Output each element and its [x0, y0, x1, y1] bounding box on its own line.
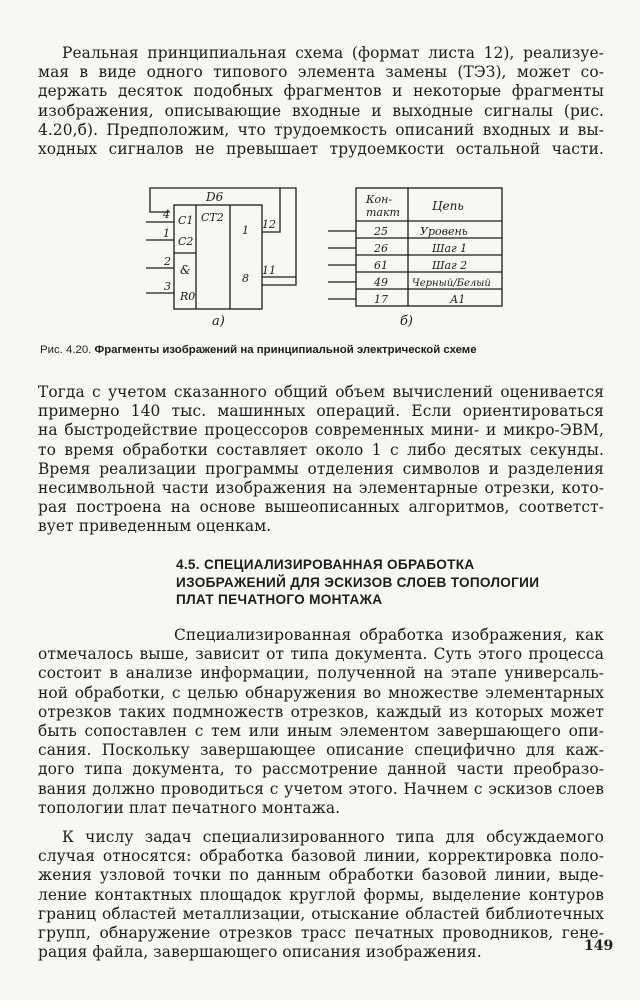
text-line: 4.20,б). Предположим, что трудоемкость описаний входных и вы- [38, 120, 604, 139]
pin-label: 12 [262, 218, 276, 231]
figure-sublabel-a: а) [212, 314, 225, 329]
page-number: 149 [584, 938, 614, 954]
text-line: держать десяток подобных фрагментов и некоторые фрагменты [38, 82, 604, 101]
heading-line: ПЛАТ ПЕЧАТНОГО МОНТАЖА [176, 592, 383, 608]
chip-title: D6 [206, 190, 224, 204]
text-line: состоит в анализе информации, полученной на этапе универсаль- [38, 664, 604, 683]
table-cell: 26 [374, 242, 388, 255]
text-line: Специализированная обработка изображения, как [174, 626, 604, 644]
figure-caption [40, 344, 600, 356]
table-cell: 17 [374, 293, 388, 306]
table-cell: 61 [374, 259, 388, 272]
pin-label: 3 [164, 280, 171, 293]
text-line: сания. Поскольку завершающее описание специфично для каж- [38, 741, 604, 760]
text-line: дого типа документа, то рассмотрение данной части преобразо- [38, 760, 604, 779]
pin-label: 1 [163, 227, 170, 240]
pin-label: 2 [164, 255, 171, 268]
table-cell: 25 [374, 225, 388, 238]
caption-text: Фрагменты изображений на принципиальной электрической схеме [94, 344, 477, 356]
text-line: изображения, описывающие входные и выходные сигналы (рис. [38, 101, 604, 120]
table-header: Кон- [366, 193, 393, 206]
text-line: ной обработки, с целью обнаружения во множестве элементарных [38, 683, 604, 702]
paragraph-2 [38, 383, 604, 537]
text-line: Тогда с учетом сказанного общий объем вычислений оценивается [38, 383, 604, 401]
text-line: вания должно проводиться с учетом этого. Начнем с эскизов слоев [38, 779, 604, 798]
text-line: К числу задач специализированного типа для обсуждаемого [62, 828, 604, 846]
text-line: отрезков таких подмножеств отрезков, каждый из которых может [38, 702, 604, 721]
text-line: несимвольной части изображения на элементарные отрезки, кото- [38, 479, 604, 498]
chip-label: 8 [242, 272, 249, 285]
text-line: групп, обнаружение отрезков трасс печатных проводников, гене- [38, 924, 604, 943]
text-line: Реальная принципиальная схема (формат листа 12), реализуе- [62, 44, 604, 62]
text-line: топологии плат печатного монтажа. [38, 798, 341, 817]
text-line: быть сопоставлен с тем или иным элементом завершающего опи- [38, 722, 604, 741]
table-cell: Шаг 1 [432, 242, 468, 255]
pin-label: 11 [262, 264, 276, 277]
text-line: ление контактных площадок круглой формы, выделение контуров [38, 885, 604, 904]
table-header: Цепь [432, 199, 464, 213]
table-cell: Черный/Белый [412, 278, 491, 289]
text-line: вует приведенным оценкам. [38, 517, 272, 536]
chip-label: CT2 [201, 211, 224, 224]
caption-label: Рис. 4.20. [40, 344, 92, 356]
figure-4-20 [0, 0, 640, 340]
text-line: Время реализации программы отделения символов и разделения [38, 459, 604, 478]
paragraph-3 [38, 626, 604, 818]
text-line: границ областей металлизации, отыскание областей библиотечных [38, 904, 604, 923]
chip-label: C1 [178, 214, 194, 227]
chip-label: R0 [180, 290, 196, 303]
text-line: примерно 140 тыс. машинных операций. Если ориентироваться [38, 402, 604, 421]
table-cell: А1 [450, 293, 466, 306]
heading-line: ИЗОБРАЖЕНИЙ ДЛЯ ЭСКИЗОВ СЛОЕВ ТОПОЛОГИИ [176, 574, 540, 590]
text-line: рая построена на основе вышеописанных алгоритмов, соответст- [38, 498, 604, 517]
table-header: такт [366, 206, 400, 219]
table-cell: 49 [374, 276, 388, 289]
text-line: мая в виде одного типового элемента замены (ТЭЗ), может со- [38, 63, 604, 82]
text-line: рация файла, завершающего описания изображения. [38, 943, 482, 962]
table-cell: Уровень [420, 225, 468, 238]
chip-label: & [180, 263, 191, 277]
text-line: жения узловой точки по данным обработки базовой линии, выде- [38, 866, 604, 885]
chip-label: 1 [242, 224, 249, 237]
paragraph-4 [38, 828, 604, 962]
heading-line: 4.5. СПЕЦИАЛИЗИРОВАННАЯ ОБРАБОТКА [176, 557, 475, 572]
chip-label: C2 [178, 235, 194, 248]
section-heading [176, 556, 596, 609]
text-line: отмечалось выше, зависит от типа документа. Суть этого процесса [38, 645, 604, 664]
table-cell: Шаг 2 [432, 259, 468, 272]
figure-sublabel-b: б) [400, 314, 414, 329]
pin-label: 4 [163, 208, 170, 221]
text-line: на быстродействие процессоров современных мини- и микро-ЭВМ, [38, 421, 604, 440]
text-line: ходных сигналов не превышает трудоемкости остальной части. [38, 140, 604, 159]
text-line: то время обработки составляет около 1 с либо десятых секунды. [38, 440, 604, 459]
text-line: случая относятся: обработка базовой линии, корректировка поло- [38, 847, 604, 866]
